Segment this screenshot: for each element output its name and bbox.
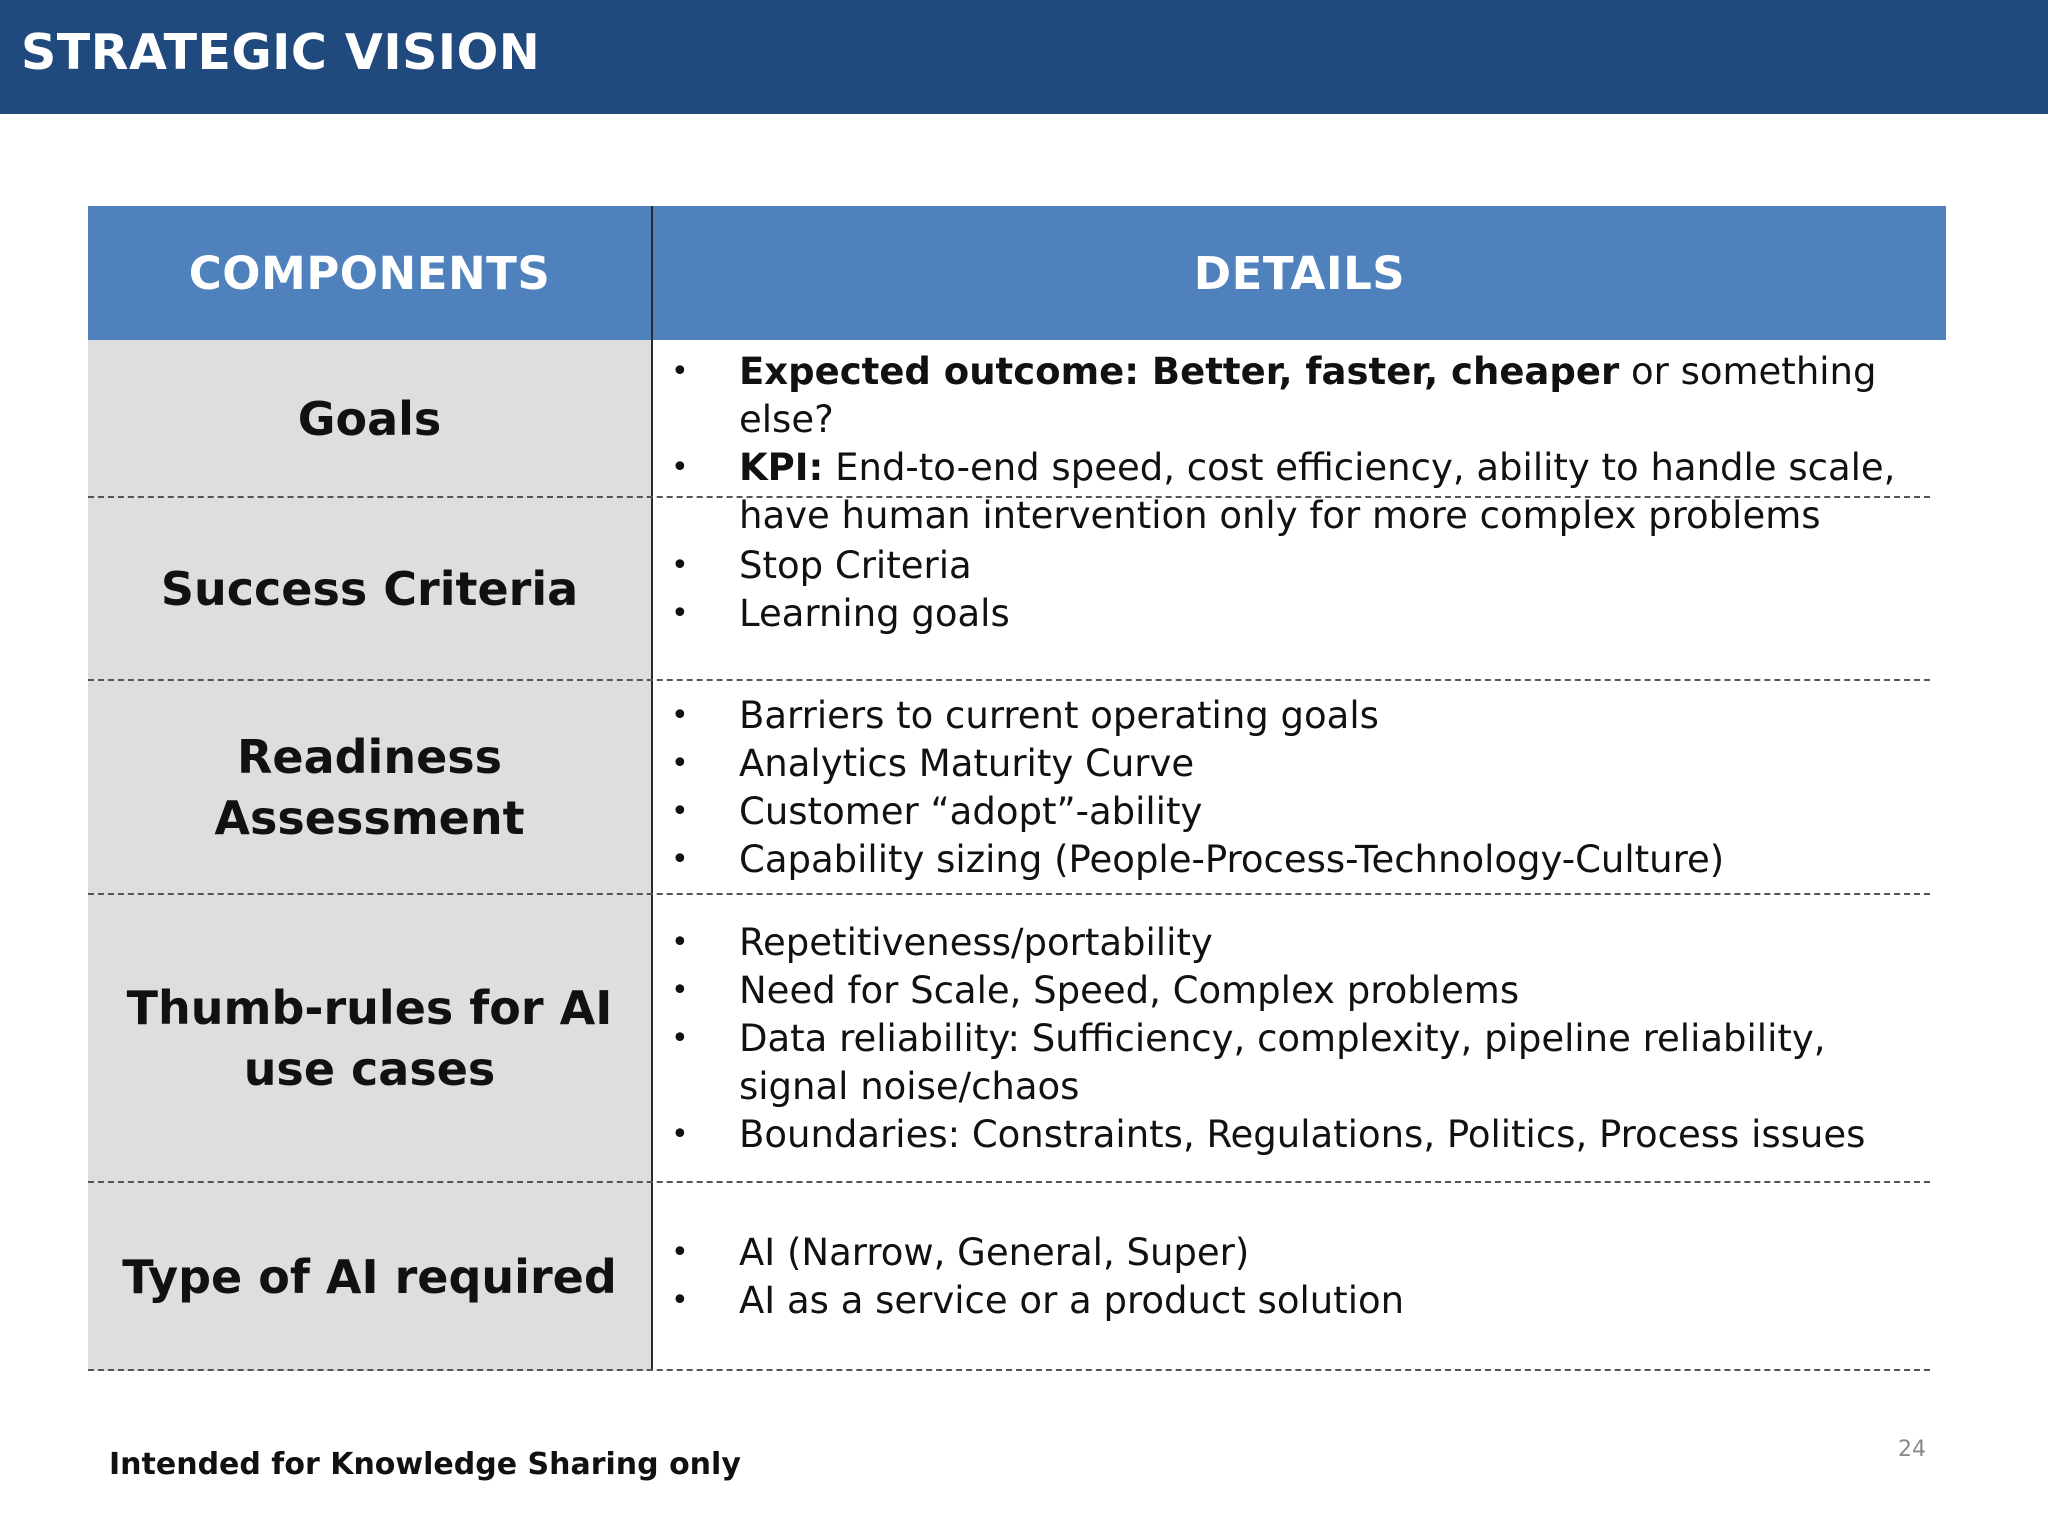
bullet-list [653, 692, 1946, 884]
header-components: COMPONENTS [88, 206, 653, 340]
page-number: 24 [1898, 1437, 1926, 1462]
details-type-of-ai [653, 1183, 1946, 1371]
component-goals: Goals [88, 340, 653, 498]
list-item: • Data reliability: Sufficiency, complexity, pipeline reliability, signal noise/chaos [671, 1017, 1826, 1108]
list-item: • Learning goals [653, 590, 1946, 638]
list-item: • Need for Scale, Speed, Complex problems [653, 967, 1946, 1015]
bullet-list [653, 1229, 1946, 1325]
bullet-icon: • [671, 1021, 689, 1056]
list-item: • KPI: End-to-end speed, cost efficiency, ability to handle scale, have human intervention only for more complex problems [671, 446, 1896, 537]
details-thumb-rules [653, 895, 1946, 1183]
component-type-of-ai: Type of AI required [88, 1183, 653, 1371]
list-item: • Barriers to current operating goals [653, 692, 1946, 740]
table-row-success-criteria [88, 498, 1946, 681]
bullet-icon: • [671, 1117, 689, 1152]
bullet-list [653, 542, 1946, 638]
list-item: • Boundaries: Constraints, Regulations, Politics, Process issues [653, 1111, 1946, 1159]
bullet-icon: • [671, 973, 689, 1008]
component-thumb-rules: Thumb-rules for AI use cases [88, 895, 653, 1183]
bullet-list [653, 919, 1946, 1159]
details-readiness-assessment [653, 681, 1946, 895]
table-row-thumb-rules [88, 895, 1946, 1183]
slide-title: STRATEGIC VISION [21, 24, 541, 81]
component-readiness-assessment: Readiness Assessment [88, 681, 653, 895]
table-row-readiness-assessment [88, 681, 1946, 895]
bullet-icon: • [671, 450, 689, 485]
bullet-icon: • [671, 746, 689, 781]
details-goals [653, 340, 1946, 537]
table-header-row [88, 206, 1946, 340]
details-success-criteria [653, 498, 1946, 681]
header-details: DETAILS [1193, 246, 1406, 300]
strategic-vision-table [88, 206, 1946, 1371]
list-item: • Repetitiveness/portability [653, 919, 1946, 967]
bullet-icon: • [671, 1235, 689, 1270]
bullet-icon: • [671, 354, 689, 389]
bullet-icon: • [671, 547, 689, 583]
list-item: • Customer “adopt”-ability [653, 788, 1946, 836]
bullet-icon: • [671, 794, 689, 829]
bullet-icon: • [671, 698, 689, 733]
bullet-icon: • [671, 1283, 689, 1318]
list-item: • Stop Criteria [653, 542, 1946, 590]
list-item: • AI as a service or a product solution [653, 1277, 1946, 1325]
list-item: • Capability sizing (People-Process-Technology-Culture) [653, 836, 1946, 884]
bullet-icon: • [671, 842, 689, 877]
bullet-icon: • [671, 925, 689, 960]
title-bar [0, 0, 2048, 114]
component-success-criteria: Success Criteria [88, 498, 653, 681]
table-row-goals [88, 340, 1946, 537]
list-item: • Expected outcome: Better, faster, cheaper or something else? [671, 350, 1877, 441]
bullet-icon: • [671, 595, 689, 631]
list-item: • AI (Narrow, General, Super) [653, 1229, 1946, 1277]
footer-note: Intended for Knowledge Sharing only [109, 1447, 741, 1482]
list-item: • Analytics Maturity Curve [653, 740, 1946, 788]
table-row-type-of-ai [88, 1183, 1946, 1371]
